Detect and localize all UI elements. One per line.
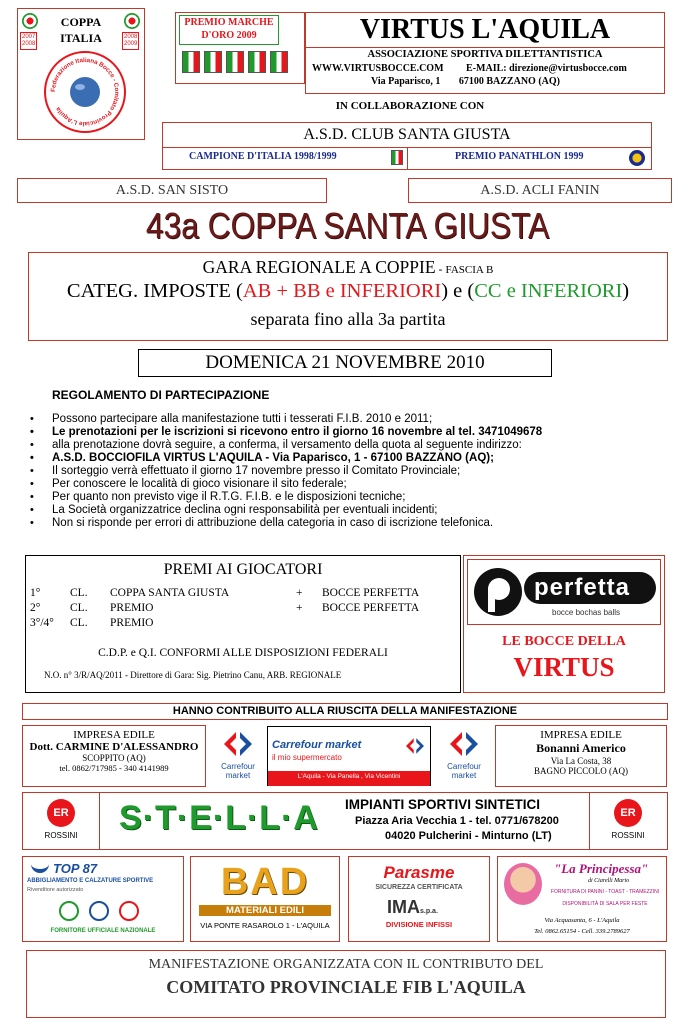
- rossini-er-icon: [47, 799, 75, 827]
- categ-mid: ) e (: [441, 280, 475, 302]
- rossini-label: ROSSINI: [611, 831, 645, 840]
- carrefour-small-2: market: [225, 771, 251, 780]
- email-label: E-MAIL:: [466, 63, 507, 74]
- ima-logo: [387, 897, 438, 918]
- virtus-web-link[interactable]: WWW.VIRTUSBOCCE.COM: [312, 63, 444, 74]
- premi-note: N.O. n° 3/R/AQ/2011 - Direttore di Gara: Sig. Pietrino Canu, ARB. REGIONALE: [44, 670, 342, 680]
- virtus-header: [305, 12, 665, 94]
- premi-plus: +: [296, 602, 303, 614]
- italy-shield-icon: [391, 150, 403, 165]
- footer-line1: MANIFESTAZIONE ORGANIZZATA CON IL CONTRIBUTO DEL: [148, 957, 544, 972]
- rossini-er-text: ER: [620, 807, 636, 819]
- year-right: 2008 2009: [122, 32, 139, 50]
- top87-badges: [59, 901, 139, 926]
- tricolor-shield-icon: [182, 51, 200, 73]
- rule-item: • Per conoscere le località di gioco visionare il sito federale;: [26, 478, 666, 491]
- principessa-line2: DISPONIBILITÀ DI SALA PER FESTE: [562, 901, 648, 907]
- rossini-label: ROSSINI: [44, 831, 78, 840]
- top87-swoosh-icon: [31, 863, 49, 873]
- badge-icon: [89, 901, 109, 921]
- rule-item-noBullet: • Il sorteggio verrà effettuato il giorno 17 novembre presso il Comitato Provinciale;: [26, 465, 666, 478]
- acli-fanin-box: [408, 178, 672, 203]
- bad-logo: BAD: [220, 861, 310, 903]
- stella-line2: 04020 Pulcherini - Minturno (LT): [385, 830, 552, 842]
- gara-dash: -: [435, 262, 446, 276]
- year-left: 2007 2008: [20, 32, 37, 50]
- event-date-box: [138, 349, 552, 377]
- virtus-contacts: [312, 63, 664, 74]
- virtus-city: 67100 BAZZANO (AQ): [458, 76, 560, 87]
- sponsor-bad: [190, 856, 340, 942]
- carrefour-banner: [267, 726, 431, 786]
- coppa-italia-panel: [17, 8, 145, 140]
- sponsor-dalessandro: [22, 725, 206, 787]
- dalessandro-type: IMPRESA EDILE: [73, 729, 155, 741]
- rule-item: • Le prenotazioni per le iscrizioni si ricevono entro il giorno 16 novembre al tel. 3471049678: [26, 426, 666, 439]
- bonanni-name: Bonanni Americo: [536, 741, 626, 755]
- ima-text: IMA: [387, 897, 420, 917]
- premi-extra: BOCCE PERFETTA: [322, 602, 420, 614]
- principessa-address: Via Acquasanta, 6 - L'Aquila: [544, 917, 620, 924]
- parasme-division: DIVISIONE INFISSI: [385, 920, 453, 929]
- stella-title: IMPIANTI SPORTIVI SINTETICI: [345, 797, 541, 812]
- principessa-owner: di Ciarelli Mario: [588, 878, 630, 884]
- parasme-logo: Parasme: [383, 863, 455, 882]
- premi-prize: PREMIO: [110, 617, 154, 629]
- principessa-portrait-icon: [504, 863, 542, 905]
- footer-panel: [26, 950, 666, 1018]
- premio-panathlon: PREMIO PANATHLON 1999: [455, 151, 584, 162]
- rule-item: • alla prenotazione dovrà seguire, a conferma, il versamento della quota al seguente indirizzo:: [26, 439, 666, 452]
- fib-seal-icon: [44, 51, 126, 133]
- premi-row: [30, 616, 456, 631]
- premio-marche-line2: D'ORO 2009: [201, 30, 257, 41]
- premi-row: [30, 586, 456, 601]
- bonanni-type: IMPRESA EDILE: [540, 729, 622, 741]
- rule-item: • Non si risponde per errori di attribuzione della categoria in caso di iscrizione telefonica.: [26, 517, 666, 530]
- gara-title: GARA REGIONALE A COPPIE: [202, 257, 436, 277]
- top87-small: Rivenditore autorizzato: [27, 887, 84, 893]
- perfetta-p-icon: [474, 568, 522, 616]
- carrefour-right: [439, 730, 489, 782]
- event-date: DOMENICA 21 NOVEMBRE 2010: [205, 352, 485, 373]
- categ-prefix: CATEG. IMPOSTE (: [66, 280, 243, 302]
- categ-suffix: ): [622, 280, 630, 302]
- principessa-name: "La Principessa": [554, 861, 649, 876]
- top87-name: TOP 87: [53, 861, 98, 876]
- coppa-italia-title-1: COPPA: [60, 15, 102, 29]
- premi-title: PREMI AI GIOCATORI: [163, 561, 323, 578]
- carrefour-small-1: Carrefour: [447, 762, 481, 771]
- acli-fanin-label: A.S.D. ACLI FANIN: [480, 183, 600, 198]
- perfetta-brand: perfetta: [534, 574, 631, 601]
- perfetta-line1: LE BOCCE DELLA: [502, 634, 626, 649]
- dalessandro-name: Dott. CARMINE D'ALESSANDRO: [29, 741, 199, 753]
- rule-item: • Possono partecipare alla manifestazione tutti i tesserati F.I.B. 2010 e 2011;: [26, 413, 666, 426]
- premi-table: [30, 586, 456, 631]
- tricolor-shields: [180, 51, 290, 78]
- top87-footer: FORNITORE UFFICIALE NAZIONALE: [50, 928, 156, 934]
- premi-pos: 3°/4°: [30, 617, 54, 629]
- virtus-name: VIRTUS L'AQUILA: [359, 14, 611, 45]
- carrefour-address: L'Aquila - Via Panella , Via Vicentini: [297, 773, 401, 780]
- panathlon-badge-icon: [629, 150, 645, 166]
- carrefour-left: [213, 730, 263, 782]
- carrefour-banner-icon: [402, 737, 428, 760]
- tricolor-shield-icon: [226, 51, 244, 73]
- separata-text: separata fino alla 3a partita: [250, 309, 446, 329]
- premio-marche-panel: [175, 12, 305, 84]
- carrefour-logo-icon: [218, 730, 258, 762]
- premi-cl: CL.: [70, 617, 88, 629]
- rossini-er-icon: [614, 799, 642, 827]
- footer-line2: COMITATO PROVINCIALE FIB L'AQUILA: [166, 977, 526, 997]
- carrefour-big: Carrefour market: [272, 739, 362, 751]
- fib-seal-graphic: [46, 53, 124, 131]
- rule-item: • La Società organizzatrice declina ogni responsabilità per eventuali incidenti;: [26, 504, 666, 517]
- san-sisto-box: [17, 178, 327, 203]
- rossini-er-text: ER: [53, 807, 69, 819]
- rule-item-noBullet: • A.S.D. BOCCIOFILA VIRTUS L'AQUILA - Via Paparisco, 1 - 67100 BAZZANO (AQ);: [26, 452, 666, 465]
- stella-row: [22, 792, 668, 850]
- sponsor-parasme: [348, 856, 490, 942]
- badge-icon: [119, 901, 139, 921]
- premio-marche-label-box: [179, 15, 279, 45]
- premi-prize: COPPA SANTA GIUSTA: [110, 587, 230, 599]
- gara-panel: [28, 252, 668, 341]
- premi-pos: 2°: [30, 602, 41, 614]
- categ-row: [29, 280, 667, 303]
- stella-logo: S·T·E·L·L·A: [119, 799, 319, 837]
- club-santa-giusta-panel: [162, 122, 652, 170]
- carrefour-small-2: market: [451, 771, 477, 780]
- perfetta-panel: [463, 555, 665, 693]
- rossini-right: [593, 797, 663, 845]
- dalessandro-place: SCOPPITO (AQ): [82, 753, 146, 763]
- categ-red: AB + BB e INFERIORI: [242, 280, 442, 302]
- gara-title-row: [29, 257, 667, 278]
- regolamento-title: REGOLAMENTO DI PARTECIPAZIONE: [52, 388, 270, 402]
- bonanni-place: BAGNO PICCOLO (AQ): [534, 766, 628, 776]
- main-title: 43a COPPA SANTA GIUSTA: [145, 205, 550, 246]
- san-sisto-label: A.S.D. SAN SISTO: [115, 183, 229, 198]
- rossini-left: [27, 797, 95, 845]
- bad-address: VIA PONTE RASAROLO 1 - L'AQUILA: [200, 921, 330, 930]
- virtus-address: [371, 76, 560, 87]
- sponsor-bonanni: [495, 725, 667, 787]
- contributors-title: HANNO CONTRIBUITO ALLA RIUSCITA DELLA MANIFESTAZIONE: [172, 705, 518, 717]
- premi-extra: BOCCE PERFETTA: [322, 587, 420, 599]
- coppa-italia-shield-right-icon: [124, 13, 140, 29]
- premi-panel: [25, 555, 461, 693]
- premi-row: [30, 601, 456, 616]
- perfetta-tagline: bocce bochas balls: [552, 608, 621, 617]
- rule-item: • Per quanto non previsto vige il R.T.G. F.I.B. e le disposizioni tecniche;: [26, 491, 666, 504]
- premi-cdp: C.D.P. e Q.I. CONFORMI ALLE DISPOSIZIONI FEDERALI: [98, 647, 388, 659]
- carrefour-slogan: il mio supermercato: [272, 753, 342, 762]
- club-santa-giusta-name: A.S.D. CLUB SANTA GIUSTA: [303, 126, 511, 143]
- parasme-sub: SICUREZZA CERTIFICATA: [375, 884, 463, 891]
- ima-spa: s.p.a.: [420, 908, 438, 915]
- tricolor-shield-icon: [204, 51, 222, 73]
- tricolor-shield-icon: [248, 51, 266, 73]
- premio-marche-line1: PREMIO MARCHE: [184, 17, 274, 28]
- bonanni-street: Via La Costa, 38: [550, 756, 612, 766]
- collab-label: IN COLLABORAZIONE CON: [335, 100, 485, 112]
- coppa-italia-title-2: ITALIA: [60, 31, 102, 45]
- bad-sub: MATERIALI EDILI: [199, 905, 331, 916]
- tricolor-shield-icon: [270, 51, 288, 73]
- perfetta-line2: VIRTUS: [513, 652, 615, 682]
- carrefour-logo-icon: [444, 730, 484, 762]
- coppa-italia-shield-left-icon: [22, 13, 38, 29]
- premi-pos: 1°: [30, 587, 41, 599]
- fib-seal-text: Federazione Italiana Bocce - Comitato Provinciale L'Aquila: [49, 56, 121, 128]
- premi-cl: CL.: [70, 602, 88, 614]
- perfetta-logo: [467, 559, 661, 625]
- virtus-subtitle: ASSOCIAZIONE SPORTIVA DILETTANTISTICA: [367, 49, 603, 60]
- sponsor-principessa: [497, 856, 667, 942]
- contributors-bar: [22, 703, 668, 720]
- categ-green: CC e INFERIORI: [474, 280, 623, 302]
- principessa-line1: FORNITURA DI PANINI - TOAST - TRAMEZZINI: [550, 889, 660, 895]
- gara-fascia: FASCIA B: [445, 264, 494, 276]
- principessa-tel: Tel. 0862.65154 - Cell. 339.2789627: [534, 928, 630, 935]
- premi-plus: +: [296, 587, 303, 599]
- dalessandro-tel: tel. 0862/717985 - 340 4141989: [59, 763, 169, 773]
- premi-cl: CL.: [70, 587, 88, 599]
- carrefour-small-1: Carrefour: [221, 762, 255, 771]
- top87-tagline: ABBIGLIAMENTO E CALZATURE SPORTIVE: [27, 878, 154, 884]
- regolamento-list: [26, 413, 666, 530]
- badge-icon: [59, 901, 79, 921]
- virtus-street: Via Paparisco, 1: [371, 76, 441, 87]
- virtus-email-link[interactable]: direzione@virtusbocce.com: [509, 63, 627, 74]
- sponsor-top87: [22, 856, 184, 942]
- campione-italia: CAMPIONE D'ITALIA 1998/1999: [189, 151, 337, 162]
- premi-prize: PREMIO: [110, 602, 154, 614]
- stella-line1: Piazza Aria Vecchia 1 - tel. 0771/678200: [355, 815, 559, 827]
